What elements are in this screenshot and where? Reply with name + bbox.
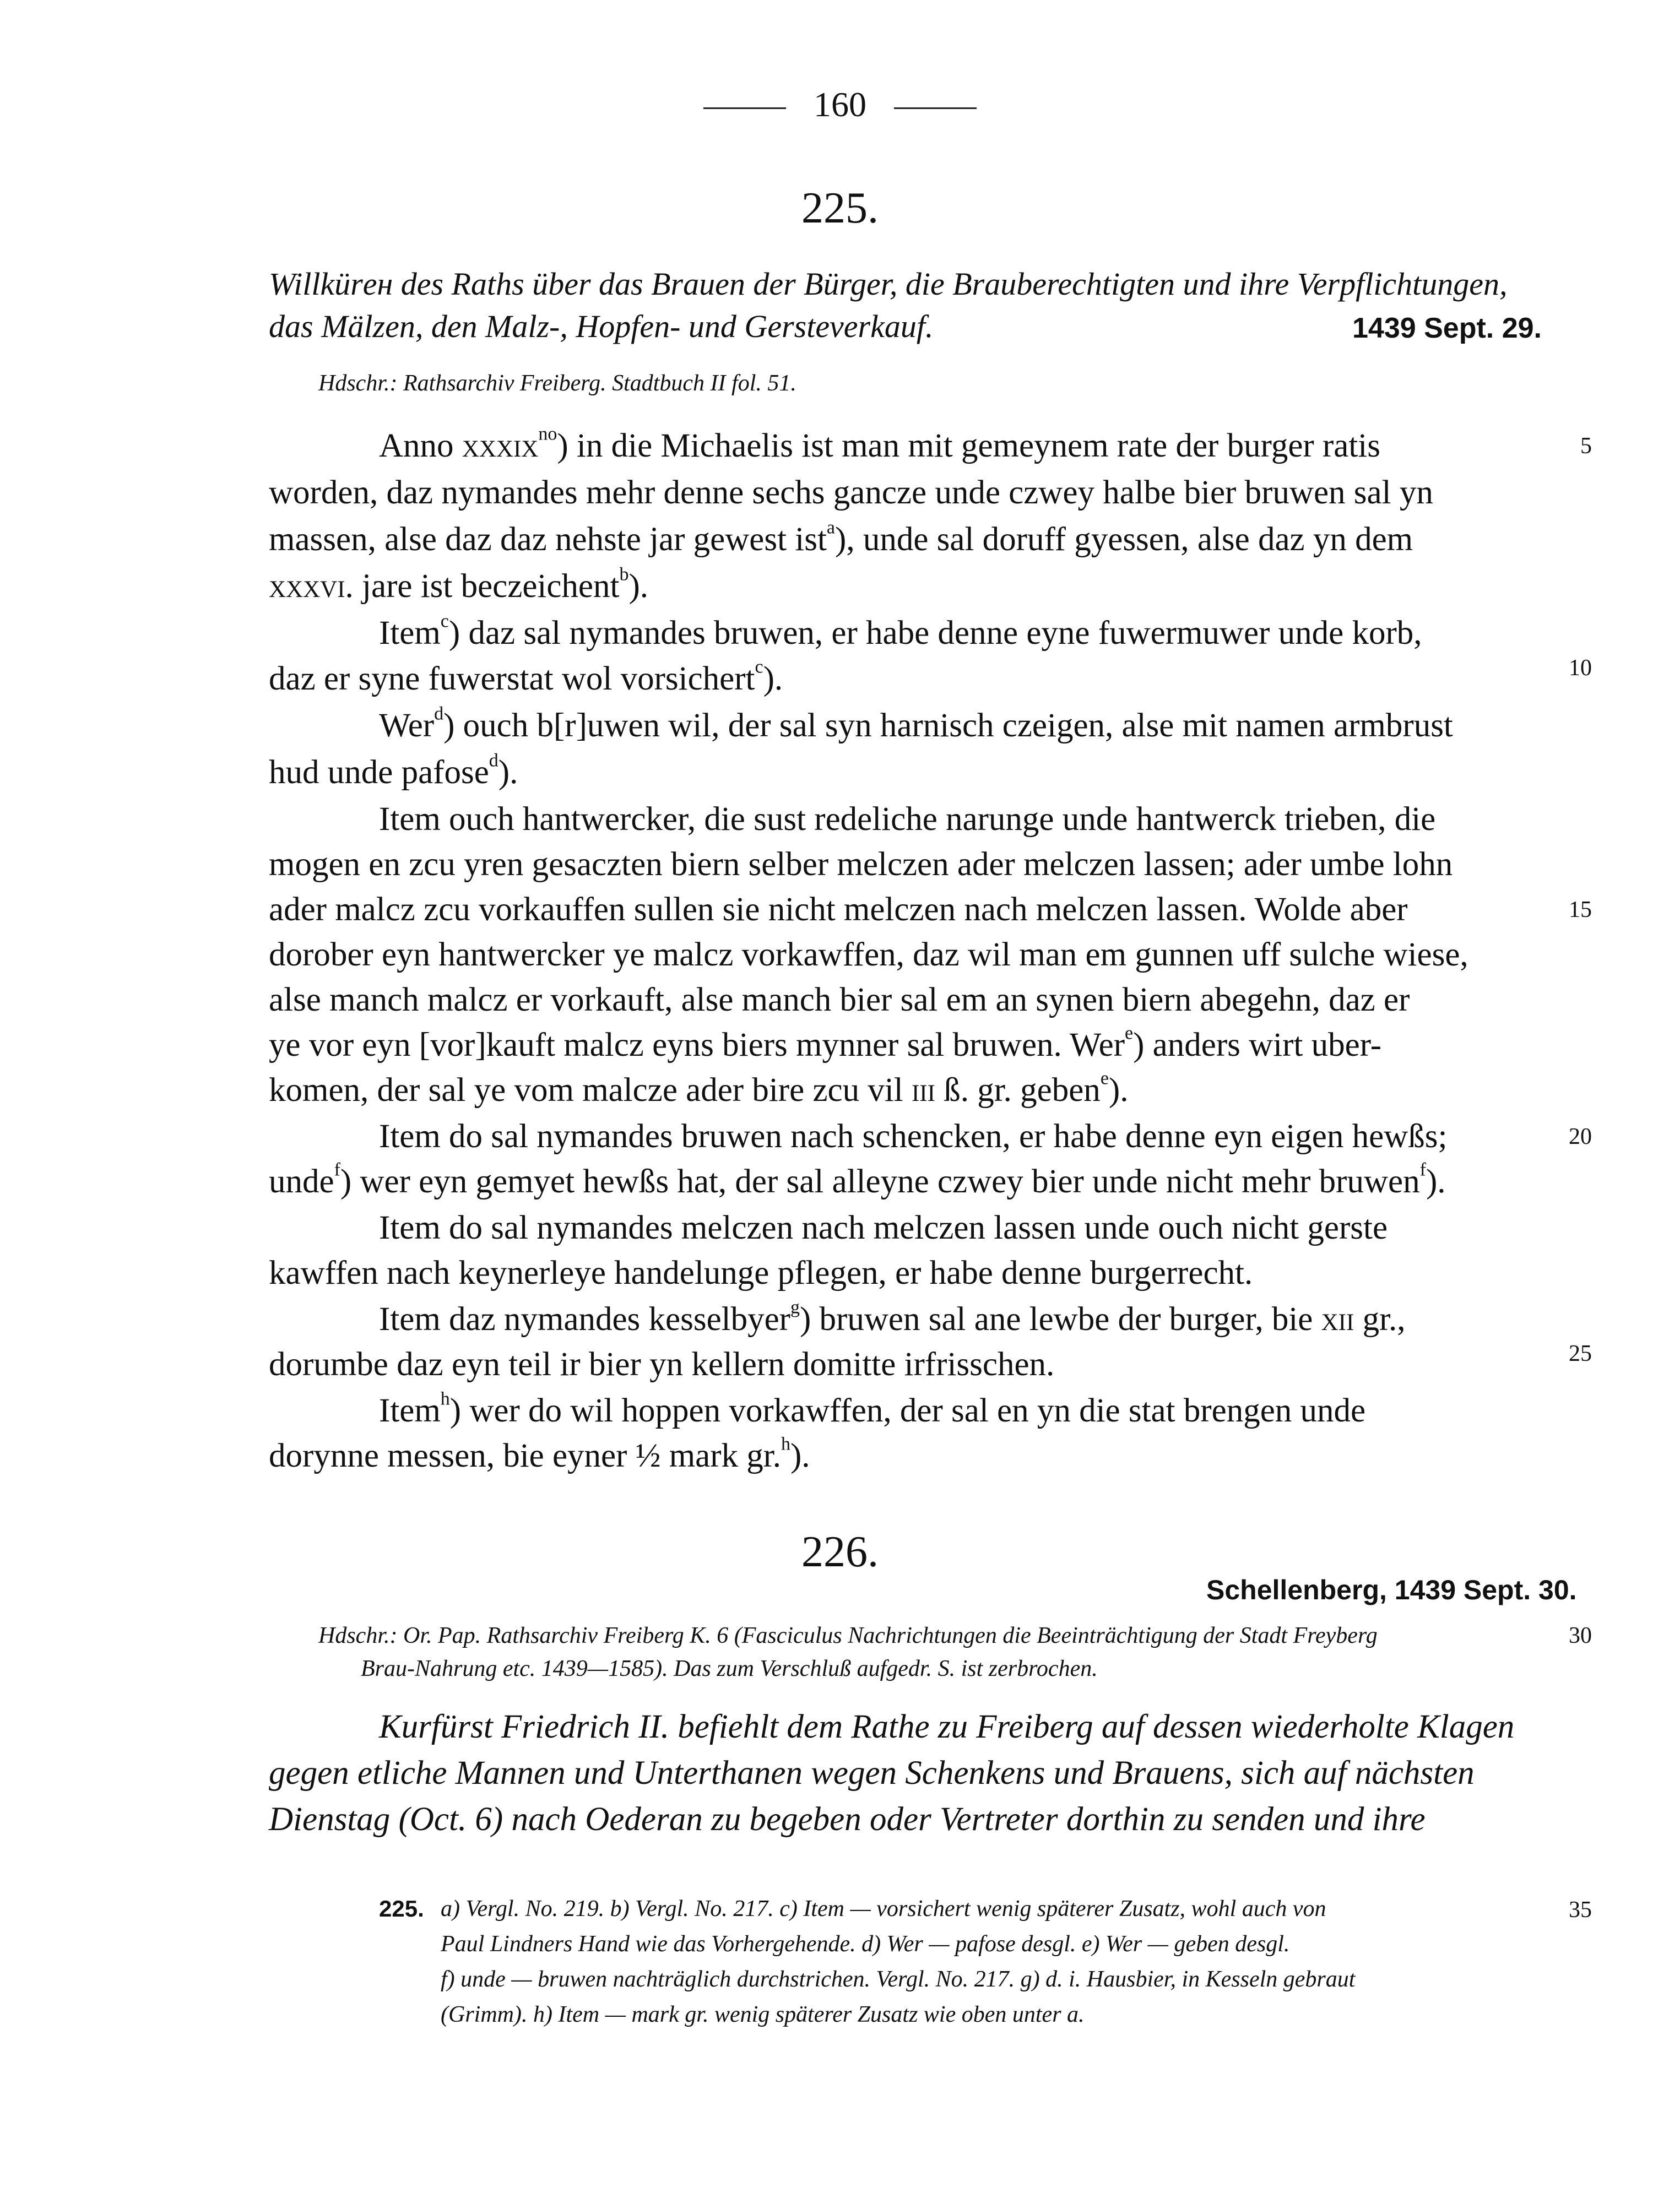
body-line: Item do sal nymandes bruwen nach schencken, er habe denne eyn eigen hewßs; (379, 1118, 1448, 1155)
margin-line-number: 10 (1569, 655, 1592, 681)
body-line: dorumbe daz eyn teil ir bier yn kellern domitte irfrisschen. (269, 1346, 1055, 1383)
margin-line-number: 20 (1569, 1124, 1592, 1149)
body-line: daz er syne fuwerstat wol vorsichert$^c$). (269, 656, 783, 697)
doc-number-226: 226. (801, 1528, 879, 1576)
margin-line-number: 30 (1569, 1623, 1592, 1648)
footnote-line: (Grimm). h) Item — mark gr. wenig späterer Zusatz wie oben unter a. (441, 2002, 1085, 2027)
body-line: Item do sal nymandes melczen nach melczen lassen unde ouch nicht gerste (379, 1209, 1388, 1246)
body-line: dorober eyn hantwercker ye malcz vorkawffen, daz wil man em gunnen uff sulche wiese, (269, 936, 1468, 973)
body-line: unde$^f$) wer eyn gemyet hewßs hat, der sal alleyne czwey bier unde nicht mehr bruwen$^f$). (269, 1159, 1446, 1200)
doc226-source-line-2: Brau-Nahrung etc. 1439—1585). Das zum Verschluß aufgedr. S. ist zerbrochen. (361, 1656, 1098, 1681)
body-line: ye vor eyn [vor]kauft malcz eyns biers mynner sal bruwen. Wer$^e$) anders wirt uber- (269, 1023, 1382, 1063)
margin-line-number: 35 (1569, 1897, 1592, 1923)
body-line: mogen en zcu yren gesaczten biern selber melczen ader melczen lassen; ader umbe lohn (269, 846, 1453, 883)
body-line: Wer$^d$) ouch b[r]uwen wil, der sal syn harnisch czeigen, alse mit namen armbrust (379, 703, 1453, 744)
doc-number-225: 225. (801, 184, 879, 232)
doc225-date: 1439 Sept. 29. (1352, 312, 1542, 344)
doc225-title-line-1: Willkürен des Raths über das Brauen der Bürger, die Brauberechtigten und ihre Verpflichtungen, (269, 266, 1508, 302)
header-rule-left (703, 107, 786, 109)
body-line: komen, der sal ye vom malcze ader bire zcu vil iii ß. gr. geben$^e$). (269, 1068, 1129, 1109)
margin-line-number: 25 (1569, 1341, 1592, 1366)
doc226-source-line-1: Hdschr.: Or. Pap. Rathsarchiv Freiberg K. 6 (Fasciculus Nachrichtungen die Beeinträchtigung der Stadt Freyberg (318, 1623, 1378, 1648)
margin-line-number: 15 (1569, 897, 1592, 922)
doc226-regest-line-3: Dienstag (Oct. 6) nach Oederan zu begeben oder Vertreter dorthin zu senden und ihre (269, 1801, 1426, 1838)
doc226-place-date: Schellenberg, 1439 Sept. 30. (1206, 1575, 1577, 1605)
footnote-line: Paul Lindners Hand wie das Vorhergehende. d) Wer — pafose desgl. e) Wer — geben desgl. (441, 1931, 1290, 1957)
body-line: Item daz nymandes kesselbyer$^g$) bruwen sal ane lewbe der burger, bie xii gr., (379, 1297, 1406, 1338)
body-line: kawffen nach keynerleye handelunge pflegen, er habe denne burgerrecht. (269, 1255, 1253, 1291)
doc225-source: Hdschr.: Rathsarchiv Freiberg. Stadtbuch II fol. 51. (318, 371, 796, 396)
footnote-line: a) Vergl. No. 219. b) Vergl. No. 217. c) Item — vorsichert wenig späterer Zusatz, wohl auch von (441, 1896, 1326, 1922)
body-line: dorynne messen, bie eyner ½ mark gr.$^h$). (269, 1434, 810, 1474)
body-line: alse manch malcz er vorkauft, alse manch bier sal em an synen biern abegehn, daz er (269, 981, 1410, 1018)
margin-line-number: 5 (1580, 433, 1592, 459)
doc225-title-line-2: das Mälzen, den Malz-, Hopfen- und Gersteverkauf. (269, 308, 934, 344)
page-number: 160 (814, 85, 866, 124)
body-line: hud unde pafose$^d$). (269, 750, 518, 791)
body-line: xxxvi. jare ist beczeichent$^b$). (269, 564, 649, 605)
body-line: Item$^h$) wer do wil hoppen vorkawffen, der sal en yn die stat brengen unde (379, 1388, 1366, 1429)
footnote-line: f) unde — bruwen nachträglich durchstrichen. Vergl. No. 217. g) d. i. Hausbier, in Kesseln gebraut (441, 1967, 1356, 1992)
doc226-regest-line-1: Kurfürst Friedrich II. befiehlt dem Rathe zu Freiberg auf dessen wiederholte Klagen (379, 1708, 1515, 1745)
body-line: Anno xxxix$^{no}$) in die Michaelis ist man mit gemeynem rate der burger ratis (379, 424, 1380, 464)
body-line: ader malcz zcu vorkauffen sullen sie nicht melczen nach melczen lassen. Wolde aber (269, 891, 1408, 928)
body-line: massen, alse daz daz nehste jar gewest ist$^a$), unde sal doruff gyessen, alse daz yn dem (269, 517, 1413, 558)
body-line: Item ouch hantwercker, die sust redeliche narunge unde hantwerck trieben, die (379, 801, 1436, 838)
footnote-label: 225. (379, 1896, 424, 1922)
body-line: Item$^c$) daz sal nymandes bruwen, er habe denne eyne fuwermuwer unde korb, (379, 611, 1422, 652)
doc226-regest-line-2: gegen etliche Mannen und Unterthanen wegen Schenkens und Brauens, sich auf nächsten (269, 1755, 1475, 1792)
header-rule-right (894, 107, 977, 109)
body-line: worden, daz nymandes mehr denne sechs gancze unde czwey halbe bier bruwen sal yn (269, 474, 1433, 511)
page-header (0, 83, 1680, 127)
